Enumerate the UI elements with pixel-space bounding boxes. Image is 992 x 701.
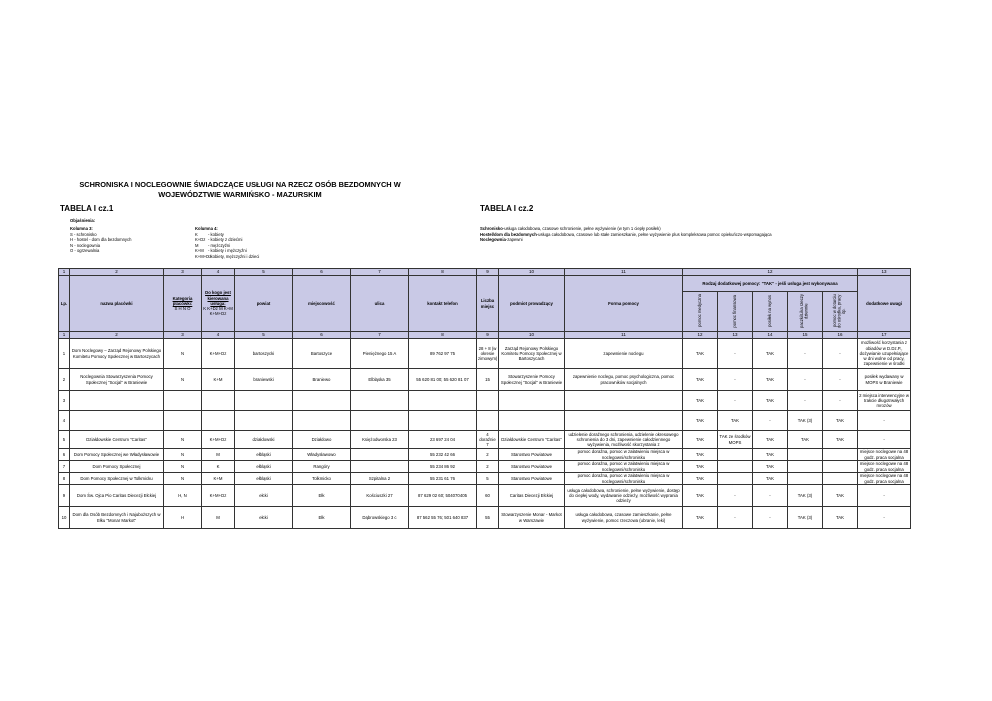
row-name: Dom Św. Ojca Pio Caritas Diecezji Ełckiej xyxy=(70,485,164,507)
row-financial xyxy=(718,449,753,461)
row-help-form: usługa całodobowa, czasowe zamieszkanie, pełne wyżywienie, pomoc rzeczowa (ubranie, leki) xyxy=(565,507,683,529)
row-town: Ełk xyxy=(293,485,351,507)
row-lp: 1 xyxy=(59,339,70,369)
row-medical: TAK xyxy=(683,473,718,485)
row-medical: TAK xyxy=(683,411,718,431)
header-transport-help: pomoc w dotarciu do ośrodka, pracy itp. xyxy=(823,292,858,332)
legend-col3-item: H - hostel - dom dla bezdomnych xyxy=(70,237,132,243)
row-county: ełbląski xyxy=(235,449,293,461)
row-takeaway-meal: TAK xyxy=(753,461,788,473)
table-row xyxy=(59,391,911,411)
row-street: Dąbrowskiego 3 c xyxy=(351,507,409,529)
row-transport-help: TAK xyxy=(823,411,858,431)
legend-col3-title: Kolumna 3: xyxy=(70,226,93,231)
row-name: Dom dla Osób Bezdomnych i Najuboższych w Ełku "Monar Markot" xyxy=(70,507,164,529)
row-financial: - xyxy=(718,507,753,529)
row-places xyxy=(477,391,499,411)
row-remarks: posiłek wydawany w MOPS w Braniewie xyxy=(858,369,911,391)
row-lp: 9 xyxy=(59,485,70,507)
header-help-form: Forma pomocy xyxy=(565,276,683,332)
row-takeaway-meal: TAK xyxy=(753,391,788,411)
row-street xyxy=(351,449,409,461)
col-number: 4 xyxy=(202,269,235,276)
header-places: Liczba miejsc xyxy=(477,276,499,332)
col-number: 13 xyxy=(858,269,911,276)
row-town: Władysławowo xyxy=(293,449,351,461)
header-town: miejscowość xyxy=(293,276,351,332)
row-town: Działdowo xyxy=(293,431,351,449)
row-packages xyxy=(788,449,823,461)
row-takeaway-meal: TAK xyxy=(753,339,788,369)
legend-col4-item: K+Dz - kobiety z dziećmi xyxy=(195,237,243,243)
row-county xyxy=(235,411,293,431)
row-category: N xyxy=(164,369,202,391)
col-number: 12 xyxy=(683,332,718,339)
header-number-row xyxy=(59,269,911,276)
row-takeaway-meal: - xyxy=(753,411,788,431)
row-takeaway-meal: TAK xyxy=(753,369,788,391)
row-transport-help: - xyxy=(823,391,858,411)
row-medical: TAK xyxy=(683,449,718,461)
row-operator: Starostwo Powiatowe xyxy=(499,461,565,473)
row-places: 4 doraźnie 7 xyxy=(477,431,499,449)
col-number: 15 xyxy=(788,332,823,339)
row-phone: 87 562 55 76; 501 640 837 xyxy=(409,507,477,529)
col-number: 10 xyxy=(499,332,565,339)
row-phone: 55 231 61 76 xyxy=(409,473,477,485)
row-lp: 3 xyxy=(59,391,70,411)
row-target-group xyxy=(202,411,235,431)
row-remarks: - xyxy=(858,411,911,431)
header-target-group: Do kogo jest kierowana usługa: K K+Dz M K+M K+M+Dz xyxy=(202,276,235,332)
row-packages: TAK (3) xyxy=(788,507,823,529)
row-help-form: pomoc doraźna, pomoc w załatwieniu miejsca w noclegowni/schronisku xyxy=(565,473,683,485)
row-financial: TAK ze środków MOPS xyxy=(718,431,753,449)
legend-explanations-title: Objaśnienia: xyxy=(70,218,96,223)
header-takeaway-meal: posiłek na wynos xyxy=(753,292,788,332)
col-number: 12 xyxy=(683,269,858,276)
row-transport-help: - xyxy=(823,369,858,391)
row-lp: 4 xyxy=(59,411,70,431)
row-transport-help xyxy=(823,461,858,473)
row-packages: TAK xyxy=(788,431,823,449)
row-medical: TAK xyxy=(683,485,718,507)
col-number: 1 xyxy=(59,269,70,276)
header-row-1 xyxy=(59,276,911,292)
row-packages: TAK (3) xyxy=(788,485,823,507)
col-number: 16 xyxy=(823,332,858,339)
row-category: N xyxy=(164,473,202,485)
row-financial: TAK xyxy=(718,411,753,431)
row-places: 2 xyxy=(477,461,499,473)
row-remarks: miejsce noclegowe na 48 godz. praca socjalna xyxy=(858,449,911,461)
row-street xyxy=(351,461,409,473)
shelters-table xyxy=(58,268,911,529)
table-row xyxy=(59,449,911,461)
row-transport-help xyxy=(823,473,858,485)
row-category: N xyxy=(164,461,202,473)
legend-column-4 xyxy=(195,226,315,260)
row-lp: 6 xyxy=(59,449,70,461)
row-town: Braniewo xyxy=(293,369,351,391)
row-county: działdowski xyxy=(235,431,293,449)
row-county xyxy=(235,391,293,411)
row-medical: TAK xyxy=(683,391,718,411)
row-takeaway-meal: TAK xyxy=(753,449,788,461)
row-target-group: K+M+Dz xyxy=(202,339,235,369)
row-target-group: K+M+Dz xyxy=(202,431,235,449)
row-target-group xyxy=(202,391,235,411)
header-street: ulica xyxy=(351,276,409,332)
row-category: H, N xyxy=(164,485,202,507)
row-county: ełbląski xyxy=(235,461,293,473)
col-number: 11 xyxy=(565,269,683,276)
header-category: Kategoria placówki: S H N O xyxy=(164,276,202,332)
row-lp: 2 xyxy=(59,369,70,391)
row-street xyxy=(351,411,409,431)
row-target-group: K+M xyxy=(202,473,235,485)
row-transport-help: TAK xyxy=(823,507,858,529)
col-number: 6 xyxy=(293,269,351,276)
row-places: 55 xyxy=(477,507,499,529)
header-lp: Lp. xyxy=(59,276,70,332)
header-extra-help: Rodzaj dodatkowej pomocy: "TAK" - jeśli usługa jest wykonywana xyxy=(683,276,858,292)
row-phone: 87 629 02 60; 504070405 xyxy=(409,485,477,507)
row-operator: Stowarzyszenie Monar - Markot w Warszawie xyxy=(499,507,565,529)
table-row xyxy=(59,473,911,485)
table-row xyxy=(59,507,911,529)
row-name: Dom Pomocy Społecznej xyxy=(70,461,164,473)
col-number: 1 xyxy=(59,332,70,339)
row-financial xyxy=(718,473,753,485)
row-phone: 23 697 24 04 xyxy=(409,431,477,449)
col-number: 9 xyxy=(477,332,499,339)
row-transport-help: TAK xyxy=(823,485,858,507)
col-number: 9 xyxy=(477,269,499,276)
col-number: 10 xyxy=(499,269,565,276)
row-name xyxy=(70,391,164,411)
row-category xyxy=(164,411,202,431)
row-takeaway-meal: TAK xyxy=(753,473,788,485)
col-number: 8 xyxy=(409,269,477,276)
row-target-group: K+M xyxy=(202,369,235,391)
header-contact: kontakt telefon xyxy=(409,276,477,332)
header-medical: pomoc medyczna xyxy=(683,292,718,332)
row-packages: - xyxy=(788,339,823,369)
row-street: Elbląska 35 xyxy=(351,369,409,391)
row-phone xyxy=(409,411,477,431)
row-operator: Zarząd Rejonowy Polskiego Komitetu Pomocy Społecznej w Bartoszycach xyxy=(499,339,565,369)
row-name xyxy=(70,411,164,431)
row-remarks: miejsce noclegowe na 48 godz. praca socjalna xyxy=(858,461,911,473)
title-line-1: SCHRONISKA I NOCLEGOWNIE ŚWIADCZĄCE USŁUGI NA RZECZ OSÓB BEZDOMNYCH W xyxy=(79,180,401,189)
col-number: 4 xyxy=(202,332,235,339)
row-medical: TAK xyxy=(683,507,718,529)
row-places: 15 xyxy=(477,369,499,391)
col-number: 17 xyxy=(858,332,911,339)
row-town xyxy=(293,411,351,431)
col-number: 13 xyxy=(718,332,753,339)
row-phone: 55 620 81 00; 55 620 81 07 xyxy=(409,369,477,391)
row-places: 60 xyxy=(477,485,499,507)
row-street: Kościuszki 27 xyxy=(351,485,409,507)
col-number: 7 xyxy=(351,269,409,276)
row-operator: Stowarzyszenie Pomocy Społecznej "Socjal" w Braniewie xyxy=(499,369,565,391)
table-row xyxy=(59,411,911,431)
legend-col4-item: K+M+Dz - kobiety, mężczyźni i dzieci xyxy=(195,253,260,259)
row-street: Księżodworska 23 xyxy=(351,431,409,449)
row-places: 5 xyxy=(477,473,499,485)
legend-col3-item: S - schronisko xyxy=(70,231,97,237)
table-row xyxy=(59,485,911,507)
legend-col4-item: M - mężczyźni xyxy=(195,242,231,248)
row-lp: 8 xyxy=(59,473,70,485)
row-county: ełbląski xyxy=(235,473,293,485)
header-operator: podmiot prowadzący xyxy=(499,276,565,332)
row-help-form: zapewnienie noclegu, pomoc psychologiczna, pomoc pracowników socjalnych xyxy=(565,369,683,391)
col-number: 6 xyxy=(293,332,351,339)
col-number: 8 xyxy=(409,332,477,339)
definition-hostel: Hostel/dom dla bezdomnych-usługa całodobowa, czasowe lub stałe zamieszkanie, pełne wyżywienie plus kompleksowa pomoc opiekuńczo-wspomagająca xyxy=(480,231,772,237)
row-street: Szpitalna 2 xyxy=(351,473,409,485)
row-financial: - xyxy=(718,391,753,411)
row-category: H xyxy=(164,507,202,529)
row-phone: 55 232 42 66 xyxy=(409,449,477,461)
legend-col4-title: Kolumna 4: xyxy=(195,226,218,231)
row-packages xyxy=(788,461,823,473)
row-medical: TAK xyxy=(683,339,718,369)
legend-column-3 xyxy=(70,226,180,254)
col-number: 2 xyxy=(70,332,164,339)
table-2-label: TABELA I cz.2 xyxy=(480,204,534,213)
row-takeaway-meal: - xyxy=(753,507,788,529)
header-remarks: dodatkowe uwagi xyxy=(858,276,911,332)
document-title xyxy=(60,180,420,200)
col-number: 5 xyxy=(235,332,293,339)
row-target-group: K xyxy=(202,461,235,473)
row-takeaway-meal: - xyxy=(753,485,788,507)
row-target-group: K+M+Dz xyxy=(202,485,235,507)
row-lp: 7 xyxy=(59,461,70,473)
row-medical: TAK xyxy=(683,431,718,449)
row-places: 28 + 8 (w okresie zimowym) xyxy=(477,339,499,369)
row-operator: Działdowskie Centrum "Caritas" xyxy=(499,431,565,449)
definition-schronisko: Schronisko-usługa całodobowa, czasowe schronienie, pełne wyżywienie (w tym 1 ciepły posiłek) xyxy=(480,226,661,231)
row-remarks: 2 miejsca interwencyjne w trakcie długotrwałych mrozów xyxy=(858,391,911,411)
col-number: 2 xyxy=(70,269,164,276)
row-financial: - xyxy=(718,339,753,369)
header-county: powiat xyxy=(235,276,293,332)
row-county: ełcki xyxy=(235,485,293,507)
row-remarks: - xyxy=(858,507,911,529)
row-medical: TAK xyxy=(683,369,718,391)
row-county: ełcki xyxy=(235,507,293,529)
legend-definitions xyxy=(480,226,900,243)
row-medical: TAK xyxy=(683,461,718,473)
col-number: 11 xyxy=(565,332,683,339)
row-lp: 5 xyxy=(59,431,70,449)
header-name: nazwa placówki xyxy=(70,276,164,332)
row-category: N xyxy=(164,449,202,461)
row-financial xyxy=(718,461,753,473)
row-packages: - xyxy=(788,391,823,411)
row-operator xyxy=(499,411,565,431)
row-town: Rangóry xyxy=(293,461,351,473)
table-row xyxy=(59,339,911,369)
row-operator: Starostwo Powiatowe xyxy=(499,449,565,461)
header-packages: paczki/Lika rzeczy dziennie xyxy=(788,292,823,332)
row-category: N xyxy=(164,339,202,369)
legend-col4-item: K+M - kobiety i mężczyźni xyxy=(195,248,247,254)
row-town xyxy=(293,391,351,411)
row-name: Działdowskie Centrum "Caritas" xyxy=(70,431,164,449)
row-packages: TAK (3) xyxy=(788,411,823,431)
row-remarks: - xyxy=(858,485,911,507)
row-transport-help: TAK xyxy=(823,431,858,449)
row-transport-help xyxy=(823,449,858,461)
row-packages xyxy=(788,473,823,485)
row-operator xyxy=(499,391,565,411)
title-line-2: WOJEWÓDZTWIE WARMIŃSKO - MAZURSKIM xyxy=(158,190,322,199)
row-financial: - xyxy=(718,369,753,391)
row-packages: - xyxy=(788,369,823,391)
table-row xyxy=(59,369,911,391)
definition-noclegownia: Noclegownia-zapewni xyxy=(480,237,523,243)
row-target-group: M xyxy=(202,507,235,529)
row-town: Tolkmicko xyxy=(293,473,351,485)
col-number: 7 xyxy=(351,332,409,339)
row-phone: 89 762 97 75 xyxy=(409,339,477,369)
row-remarks: możliwość korzystania z obiadów w D.Dz.P., dożywianie uzupełniające w dni wolne od pracy, zapewnienie w środki xyxy=(858,339,911,369)
col-number: 5 xyxy=(235,269,293,276)
row-phone: 55 234 86 92 xyxy=(409,461,477,473)
row-help-form: zapewnienie noclegu xyxy=(565,339,683,369)
legend-col3-item: N - noclegownia xyxy=(70,242,101,248)
row-places: 2 xyxy=(477,449,499,461)
row-street xyxy=(351,391,409,411)
row-help-form: pomoc doraźna, pomoc w załatwieniu miejsca w noclegowni/schronisku xyxy=(565,461,683,473)
row-street: Pieniężnego 15 A xyxy=(351,339,409,369)
row-phone xyxy=(409,391,477,411)
table-row xyxy=(59,461,911,473)
row-transport-help: - xyxy=(823,339,858,369)
row-county: bartoszycki xyxy=(235,339,293,369)
legend-col3-item: O - ogrzewalnia xyxy=(70,248,100,254)
row-name: Dom Pomocy Społecznej w Tolkmicku xyxy=(70,473,164,485)
col-number: 3 xyxy=(164,269,202,276)
legend-explanations xyxy=(70,218,95,224)
row-county: braniewski xyxy=(235,369,293,391)
table-1-label: TABELA I cz.1 xyxy=(60,204,114,213)
row-town: Ełk xyxy=(293,507,351,529)
row-remarks: miejsce noclegowe na 48 godz. praca socjalna xyxy=(858,473,911,485)
row-name: Dom Noclegowy – Zarząd Rejonowy Polskiego Komitetu Pomocy Społecznej w Bartoszycach xyxy=(70,339,164,369)
row-takeaway-meal: TAK xyxy=(753,431,788,449)
row-help-form: pomoc doraźna, pomoc w załatwieniu miejsca w noclegowni/schronisku xyxy=(565,449,683,461)
header-bottom-number-row xyxy=(59,332,911,339)
row-operator: Starostwo Powiatowe xyxy=(499,473,565,485)
row-help-form: udzielenie doraźnego schronienia, udzielenie okresowego schronienia do 3 dni, zapewnienie całodziennego wyżywienia, możliwość skorzystania z xyxy=(565,431,683,449)
row-lp: 10 xyxy=(59,507,70,529)
row-operator: Caritas Diecezji Ełckiej xyxy=(499,485,565,507)
legend-col4-item: K - kobiety xyxy=(195,231,224,237)
row-help-form xyxy=(565,391,683,411)
row-financial: - xyxy=(718,485,753,507)
header-financial: pomoc finansowa xyxy=(718,292,753,332)
row-category xyxy=(164,391,202,411)
row-category: N xyxy=(164,431,202,449)
row-target-group: M xyxy=(202,449,235,461)
row-remarks: - xyxy=(858,431,911,449)
col-number: 3 xyxy=(164,332,202,339)
row-name: Dom Pomocy Społecznej we Władysławowie xyxy=(70,449,164,461)
row-places xyxy=(477,411,499,431)
row-help-form xyxy=(565,411,683,431)
col-number: 14 xyxy=(753,332,788,339)
table-row xyxy=(59,431,911,449)
row-name: Noclegownia Stowarzyszenia Pomocy Społecznej "Socjal" w Braniewie xyxy=(70,369,164,391)
row-help-form: usługa całodobowa, schronienie, pełne wyżywienie, dostęp do ciepłej wody, wydawanie odzieży, możliwość wyprania odzieży xyxy=(565,485,683,507)
row-town: Bartoszyce xyxy=(293,339,351,369)
